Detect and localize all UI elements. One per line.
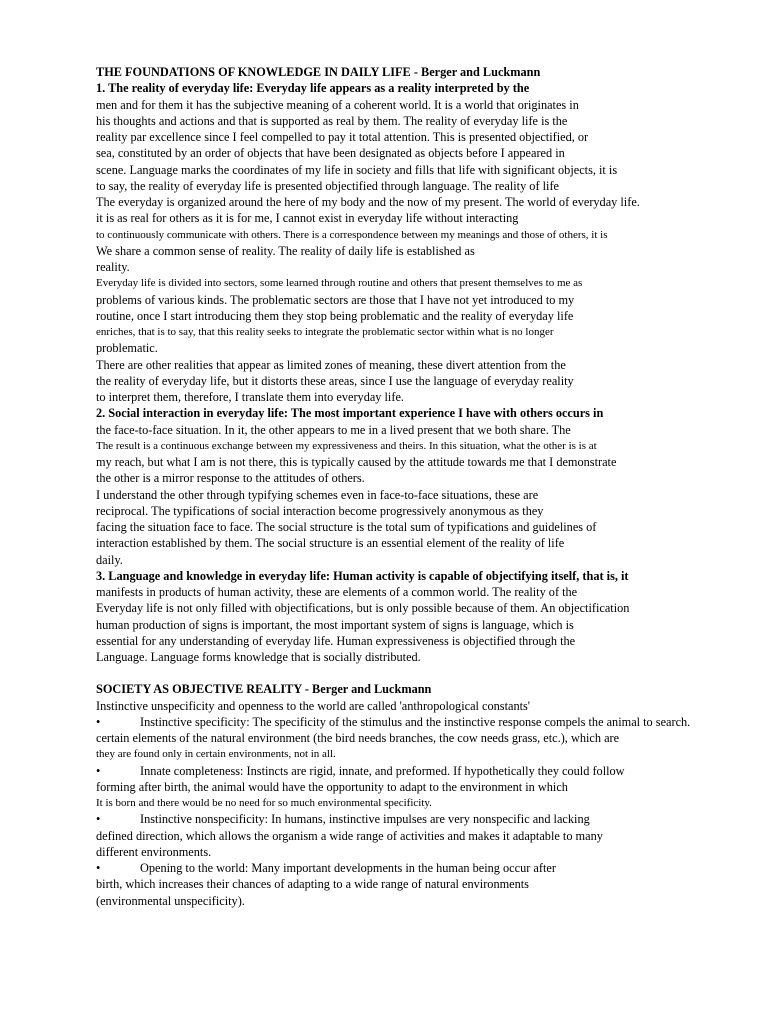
section1-body	[96, 80, 736, 665]
text-line: human production of signs is important, the most important system of signs is language, which is	[96, 617, 574, 632]
bullet-text: Instinctive specificity: The specificity of the stimulus and the instinctive response compels the animal to search.	[140, 714, 691, 729]
text-line: There are other realities that appear as limited zones of meaning, these divert attention from the	[96, 357, 566, 372]
section2-heading: SOCIETY AS OBJECTIVE REALITY - Berger and Luckmann	[96, 682, 432, 697]
text-line: daily.	[96, 552, 123, 567]
text-line: problematic.	[96, 341, 158, 356]
text-line: his thoughts and actions and that is supported as real by them. The reality of everyday life is the	[96, 113, 568, 128]
text-line: to continuously communicate with others. There is a correspondence between my meanings and those of others, it is	[96, 228, 608, 241]
text-line: to say, the reality of everyday life is presented objectified through language. The reality of life	[96, 178, 560, 193]
text-line: defined direction, which allows the organism a wide range of activities and makes it adaptable to many	[96, 828, 603, 843]
bullet-marker: •	[96, 812, 101, 827]
bullet-item	[96, 714, 736, 730]
bullet-marker: •	[96, 714, 101, 729]
text-line: interaction established by them. The social structure is an essential element of the reality of life	[96, 536, 565, 551]
text-line: (environmental unspecificity).	[96, 893, 245, 908]
text-line: reality par excellence since I feel compelled to pay it total attention. This is presented objectified, or	[96, 130, 589, 144]
text-line: the other is a mirror response to the attitudes of others.	[96, 471, 365, 486]
text-line: enriches, that is to say, that this reality seeks to integrate the problematic sector within what is no longer	[96, 326, 554, 338]
text-line: birth, which increases their chances of adapting to a wide range of natural environments	[96, 877, 529, 892]
text-line: problems of various kinds. The problematic sectors are those that I have not yet introduced to my	[96, 292, 575, 307]
bullet-marker: •	[96, 861, 101, 875]
text-line: the reality of everyday life, but it distorts these areas, since I use the language of everyday reality	[96, 373, 574, 388]
text-line: reality.	[96, 260, 130, 274]
text-line: It is born and there would be no need for so much environmental specificity.	[96, 797, 432, 809]
text-line: scene. Language marks the coordinates of my life in society and fills that life with significant objects, it is	[96, 162, 618, 177]
text-line: they are found only in certain environments, not in all.	[96, 748, 336, 761]
text-line: manifests in products of human activity, these are elements of a common world. The reality of the	[96, 585, 578, 599]
bullet-item	[96, 811, 736, 827]
text-line: 1. The reality of everyday life: Everyday life appears as a reality interpreted by the	[96, 81, 530, 96]
text-line: to interpret them, therefore, I translate them into everyday life.	[96, 390, 404, 404]
text-line: certain elements of the natural environment (the bird needs branches, the cow needs grass, etc.), which are	[96, 731, 620, 745]
text-line: Language. Language forms knowledge that is socially distributed.	[96, 650, 421, 664]
section1-heading: THE FOUNDATIONS OF KNOWLEDGE IN DAILY LIFE - Berger and Luckmann	[96, 65, 541, 79]
bullet-item	[96, 860, 736, 876]
text-line: sea, constituted by an order of objects that have been designated as objects before I appeared in	[96, 146, 565, 161]
text-line: forming after birth, the animal would have the opportunity to adapt to the environment in which	[96, 779, 568, 794]
bullet-text: Opening to the world: Many important developments in the human being occur after	[140, 861, 556, 875]
text-line: my reach, but what I am is not there, this is typically caused by the attitude towards me that I demonstrate	[96, 455, 617, 469]
bullet-text: Innate completeness: Instincts are rigid, innate, and preformed. If hypothetically they could follow	[140, 763, 625, 778]
section-gap	[96, 665, 736, 681]
text-line: different environments.	[96, 844, 212, 859]
text-line: it is as real for others as it is for me, I cannot exist in everyday life without interacting	[96, 211, 519, 226]
text-line: I understand the other through typifying schemes even in face-to-face situations, these are	[96, 487, 539, 502]
text-line: 2. Social interaction in everyday life: The most important experience I have with others occurs in	[96, 406, 604, 421]
section2-bullets	[96, 714, 736, 909]
text-line: routine, once I start introducing them they stop being problematic and the reality of everyday life	[96, 308, 574, 323]
text-line: essential for any understanding of everyday life. Human expressiveness is objectified through the	[96, 633, 576, 648]
text-line: the face-to-face situation. In it, the other appears to me in a lived present that we both share. The	[96, 422, 571, 437]
section2-intro: Instinctive unspecificity and openness to the world are called 'anthropological constants'	[96, 698, 531, 713]
text-line: reciprocal. The typifications of social interaction become progressively anonymous as they	[96, 503, 544, 518]
bullet-item	[96, 763, 736, 779]
text-line: Everyday life is not only filled with objectifications, but is only possible because of them. An objectification	[96, 601, 630, 616]
text-line: We share a common sense of reality. The reality of daily life is established as	[96, 243, 475, 258]
text-line: 3. Language and knowledge in everyday life: Human activity is capable of objectifying itself, that is, it	[96, 568, 629, 583]
text-line: men and for them it has the subjective meaning of a coherent world. It is a world that originates in	[96, 97, 579, 112]
text-line: The everyday is organized around the here of my body and the now of my present. The world of everyday life.	[96, 195, 640, 209]
bullet-marker: •	[96, 763, 101, 778]
bullet-text: Instinctive nonspecificity: In humans, instinctive impulses are very nonspecific and lacking	[140, 812, 590, 827]
document-page	[96, 64, 736, 909]
text-line: facing the situation face to face. The social structure is the total sum of typifications and guidelines of	[96, 520, 597, 534]
text-line: Everyday life is divided into sectors, some learned through routine and others that present themselves to me as	[96, 277, 583, 290]
text-line: The result is a continuous exchange between my expressiveness and theirs. In this situation, what the other is is at	[96, 439, 597, 452]
